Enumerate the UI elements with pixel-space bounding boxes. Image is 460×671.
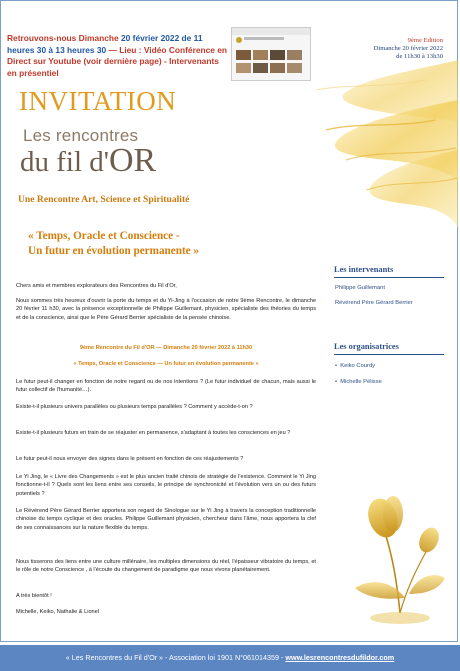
footer-website-link[interactable]: www.lesrencontresdufildor.com xyxy=(285,653,395,662)
video-tile xyxy=(270,63,285,73)
closing-line: A très bientôt ! xyxy=(16,593,52,599)
organizer-name: Keiko Courdy xyxy=(340,363,376,369)
event-headline: 9ème Rencontre du Fil d'OR — Dimanche 20 février 2022 à 11h30 xyxy=(79,345,253,351)
logo-text-du-fil: du fil d' xyxy=(20,146,109,178)
question-2: Existe-t-il plusieurs univers parallèles ou plusieurs temps parallèles ? Comment y accède-t-on ? xyxy=(16,404,253,410)
golden-lotus-decoration xyxy=(345,488,455,633)
footer-bar xyxy=(0,645,460,671)
notice-part1: Retrouvons-nous Dimanche xyxy=(7,33,122,43)
edition-info xyxy=(323,37,443,61)
logo-text-line2 xyxy=(20,142,156,180)
video-tile xyxy=(236,50,251,60)
video-tile xyxy=(253,50,268,60)
video-tile xyxy=(287,63,302,73)
event-subtitle: Une Rencontre Art, Science et Spiritualité xyxy=(18,194,190,205)
speakers-paragraph: Le Révérend Père Gérard Berrier apportera son regard de Sinologue sur le Yi Jing à travers la conception traditionnelle chinoise du temps cyclique et des oracles. Philippe Guillemant physicien, chercheur dans l'âme, nous apportera la clef de ses connaissances sur la nature flexible du temps. xyxy=(16,508,316,531)
signature: Michelle, Keiko, Nathalie & Lionel xyxy=(16,609,100,615)
organizers-heading: Les organisatrices xyxy=(334,342,399,351)
edition-date: Dimanche 20 février 2022 xyxy=(373,45,443,52)
thumbnail-header-bar xyxy=(232,28,310,35)
event-theme-quote: « Temps, Oracle et Conscience - Un futur en évolution permanente » xyxy=(28,230,200,257)
gold-wave-decoration xyxy=(306,30,458,260)
logo-text-line1: Les rencontres xyxy=(23,126,139,145)
thumbnail-title-bar xyxy=(244,37,284,40)
footer-text xyxy=(0,653,460,662)
video-tile xyxy=(236,63,251,73)
notice-part2: — Lieu : Vidéo Conférence en Direct sur Youtube (voir dernière page) - Intervenants en présentiel xyxy=(7,44,228,78)
youtube-thumbnail[interactable] xyxy=(231,27,311,81)
organizer-item: • Michelle Pélisse xyxy=(335,379,382,385)
video-tile xyxy=(270,50,285,60)
notice-date: 20 février 2022 de 11 heures 30 à 13 heures 30 xyxy=(7,33,203,55)
question-1: Le futur peut-il changer en fonction de notre regard ou de nos intentions ? (Le futur individuel de chacun, mais aussi le futur collectif de l'humanité…). xyxy=(16,379,316,394)
event-notice xyxy=(7,33,229,79)
edition-time: de 11h30 à 13h30 xyxy=(396,53,443,60)
question-3: Existe-t-il plusieurs futurs en train de se réajuster en permanence, s'adaptant à toutes les consciences en jeu ? xyxy=(16,430,291,436)
footer-association: « Les Rencontres du Fil d'Or » - Association loi 1901 N°061014359 - xyxy=(65,653,286,662)
event-theme-repeat: « Temps, Oracle et Conscience — Un futur en évolution permanente » xyxy=(73,361,259,367)
organizer-name: Michelle Pélisse xyxy=(340,379,382,385)
closing-paragraph: Nous tisserons des liens entre une culture millénaire, les multiples dimensions du réel, l'épaisseur vibratoire du temps, et le rôle de notre Conscience , à l'écoute du changement de paradigme que nous vivons planétairement. xyxy=(16,559,316,574)
intro-paragraph: Nous sommes très heureux d'ouvrir la porte du temps et du Yi-Jing à l'occasion de notre 9ème Rencontre, le dimanche 20 février 11 h30, avec la présence exceptionnelle de Philippe Guillemant, physicien, spécialiste des théories du temps et de la conscience, ainsi que le Père Gérard Berrier spécialiste de la pensée chinoise. xyxy=(16,298,316,321)
speakers-heading: Les intervenants xyxy=(334,265,394,274)
video-tile xyxy=(253,63,268,73)
speakers-divider xyxy=(334,277,444,278)
greeting: Chers amis et membres explorateurs des Rencontres du Fil d'Or, xyxy=(16,283,177,289)
organizer-item: • Keiko Courdy xyxy=(335,363,376,369)
video-tile xyxy=(287,50,302,60)
question-4: Le futur peut-il nous envoyer des signes dans le présent en fonction de ces réajustements ? xyxy=(16,456,244,462)
edition-number: 9ème Edition xyxy=(407,37,443,44)
speaker-item: Révérend Père Gérard Berrier xyxy=(335,300,413,306)
channel-logo-icon xyxy=(236,37,242,43)
invitation-title: INVITATION xyxy=(19,86,177,116)
logo-text-or: OR xyxy=(109,142,157,179)
organizers-divider xyxy=(334,354,444,355)
yijing-paragraph: Le Yi Jing, le « Livre des Changements » est le plus ancien traité chinois de stratégie de l'existence. Comment le Yi Jing fonctionne-t-il ? Quels sont les liens entre ses conseils, le principe de synchronicité et l'évolution vers un ou des futurs potentiels ? xyxy=(16,474,316,497)
speaker-item: Philippe Guillemant xyxy=(335,285,385,291)
